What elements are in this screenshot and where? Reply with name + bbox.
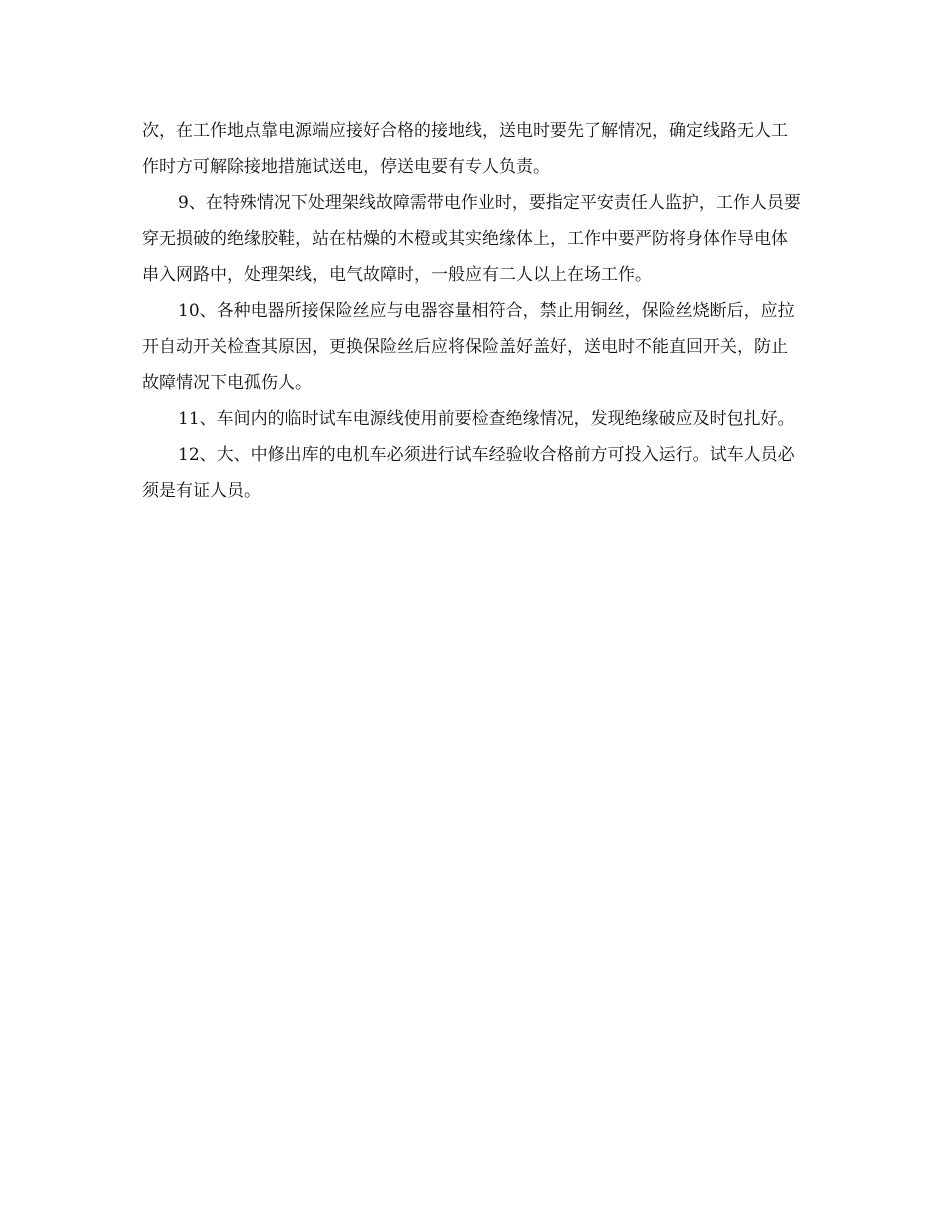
paragraph-continuation: 次，在工作地点靠电源端应接好合格的接地线，送电时要先了解情况，确定线路无人工作时方可解除接地措施试送电，停送电要有专人负责。 xyxy=(142,121,788,177)
document-body xyxy=(142,113,804,509)
paragraph-item-10: 10、各种电器所接保险丝应与电器容量相符合，禁止用铜丝，保险丝烧断后，应拉开自动开关检查其原因，更换保险丝后应将保险盖好盖好，送电时不能直回开关，防止故障情况下电孤伤人。 xyxy=(142,301,795,393)
paragraph-item-9: 9、在特殊情况下处理架线故障需带电作业时，要指定平安责任人监护，工作人员要穿无损破的绝缘胶鞋，站在枯燥的木橙或其实绝缘体上，工作中要严防将身体作导电体串入网路中，处理架线，电气故障时，一般应有二人以上在场工作。 xyxy=(142,193,801,285)
paragraph-item-12: 12、大、中修出库的电机车必须进行试车经验收合格前方可投入运行。试车人员必须是有证人员。 xyxy=(142,445,795,501)
paragraph-item-11: 11、车间内的临时试车电源线使用前要检查绝缘情况，发现绝缘破应及时包扎好。 xyxy=(178,409,795,429)
